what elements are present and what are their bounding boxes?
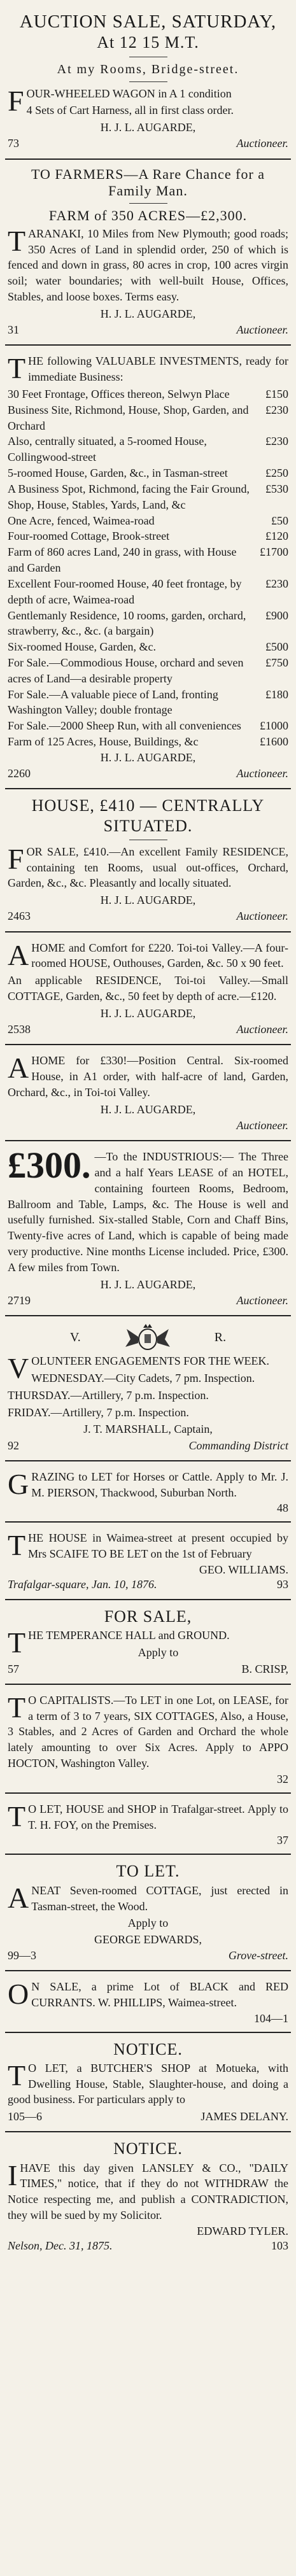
- investment-description: A Business Spot, Richmond, facing the Fair Ground, Shop, House, Stables, Yards, Land, &c: [8, 482, 250, 511]
- ad-number: 32: [277, 1772, 288, 1785]
- investment-item: [8, 655, 288, 687]
- investment-price: £250: [265, 467, 288, 480]
- auctioneer-role: Auctioneer.: [236, 137, 288, 150]
- investment-description: Four-roomed Cottage, Brook-street: [8, 530, 170, 543]
- ad-body: TO LET, a BUTCHER'S SHOP at Motueka, with Dwelling House, Stable, Slaughter-house, and doing a good business. For particulars apply to: [8, 2059, 288, 2106]
- house-shop-ad: [5, 1794, 291, 1855]
- contact-name: B. CRISP,: [241, 1662, 288, 1675]
- investment-description: Gentlemanly Residence, 10 rooms, garden, orchard, strawberry, &c., &c. (a bargain): [8, 609, 246, 638]
- ad-heading: TO LET.: [116, 1862, 180, 1881]
- home-comfort-ad: [5, 933, 291, 1046]
- home-330-ad: [5, 1045, 291, 1141]
- auctioneer-name: H. J. L. AUGARDE,: [100, 1006, 196, 1020]
- investment-description: Farm of 125 Acres, House, Buildings, &c: [8, 735, 199, 749]
- auctioneer-role: Auctioneer.: [236, 767, 288, 780]
- investment-price: £230: [265, 435, 288, 448]
- auctioneer-name: H. J. L. AUGARDE,: [100, 750, 196, 764]
- auctioneer-role: Auctioneer.: [236, 910, 288, 923]
- investment-description: Farm of 860 acres Land, 240 in grass, with House and Garden: [8, 545, 237, 575]
- auctioneer-role: Auctioneer.: [236, 1118, 288, 1132]
- ad-body: GRAZING to LET for Horses or Cattle. Apply to Mr. J. M. PIERSON, Thackwood, Suburban North.: [8, 1467, 288, 1500]
- contact-address: Grove-street.: [228, 1948, 288, 1962]
- auctioneer-name: H. J. L. AUGARDE,: [100, 121, 196, 134]
- ad-body: THE HOUSE in Waimea-street at present occupied by Mrs SCAIFE TO BE LET on the 1st of February: [8, 1529, 288, 1562]
- ad-location: At my Rooms, Bridge-street.: [57, 62, 239, 76]
- temperance-hall-ad: [5, 1600, 291, 1684]
- ad-body: ON SALE, a prime Lot of BLACK and RED CURRANTS. W. PHILLIPS, Waimea-street.: [8, 1977, 288, 2010]
- investment-item: [8, 734, 288, 750]
- auctioneer-role: Auctioneer.: [236, 1293, 288, 1307]
- house-let-ad: [5, 1523, 291, 1600]
- investment-item: [8, 481, 288, 513]
- divider: [129, 81, 167, 82]
- ad-body: —To the INDUSTRIOUS:— The Three and a half Years LEASE of an HOTEL, containing fourteen Rooms, Bedroom, Ballroom and Table, Lamps, &c. The House is well and usefully furnished. Six-stalled Stable, Corn and Chaff Bins, Twenty-five acres of Land, which is capable of being made very productive. Nine months License included. Price, £300. A few miles from Town.: [8, 1150, 288, 1274]
- crest-right-letter: R.: [214, 1330, 227, 1344]
- auction-ad-wagon: [5, 5, 291, 160]
- signature-row: [8, 1293, 288, 1309]
- investment-item: [8, 544, 288, 576]
- investment-item: [8, 718, 288, 734]
- ad-body: An applicable RESIDENCE, Toi-toi Valley.—Small COTTAGE, Garden, &c., 50 feet by depth of acre.—£120.: [8, 974, 288, 1003]
- auctioneer-name: H. J. L. AUGARDE,: [100, 894, 196, 907]
- divider: [129, 203, 167, 204]
- ad-heading: HOUSE, £410 — CENTRALLY: [31, 796, 265, 815]
- ad-number: 37: [277, 1834, 288, 1847]
- investment-item: [8, 386, 288, 402]
- ad-subheading: At 12 15 M.T.: [97, 33, 199, 52]
- ad-heading: NOTICE.: [113, 2039, 183, 2059]
- farm-sale-ad: [5, 160, 291, 346]
- crest-left-letter: V.: [69, 1330, 81, 1344]
- ad-heading: TO FARMERS—A Rare Chance for a Family Man.: [31, 165, 265, 199]
- investment-price: £230: [265, 577, 288, 590]
- signature-row: [8, 1661, 288, 1677]
- signature-row: [8, 1948, 288, 1964]
- grazing-ad: [5, 1461, 291, 1523]
- signature-row: [8, 2238, 288, 2254]
- cottage-let-ad: [5, 1855, 291, 1971]
- auctioneer-name: H. J. L. AUGARDE,: [100, 1277, 196, 1291]
- investment-description: Business Site, Richmond, House, Shop, Garden, and Orchard: [8, 403, 249, 432]
- investment-description: For Sale.—2000 Sheep Run, with all conveniences: [8, 719, 241, 733]
- investment-price: £1700: [260, 545, 288, 559]
- investment-description: Also, centrally situated, a 5-roomed House, Collingwood-street: [8, 435, 207, 464]
- ad-number: 2538: [8, 1023, 31, 1036]
- signature-row: [8, 1022, 288, 1038]
- ad-footer: Nelson, Dec. 31, 1875.: [8, 2239, 113, 2252]
- investment-price: £120: [265, 530, 288, 543]
- ad-heading: NOTICE.: [113, 2139, 183, 2158]
- royal-crest-icon: [119, 1323, 176, 1352]
- investment-description: Six-roomed House, Garden, &c.: [8, 640, 156, 654]
- investment-item: [8, 513, 288, 529]
- investment-item: [8, 528, 288, 544]
- signature-row: [8, 908, 288, 924]
- owner-name: GEO. WILLIAMS.: [199, 1563, 288, 1577]
- auctioneer-role: Auctioneer.: [236, 323, 288, 337]
- investment-description: For Sale.—Commodious House, orchard and seven acres of Land—a desirable property: [8, 656, 244, 685]
- investment-item: [8, 433, 288, 465]
- ad-footer: Trafalgar-square, Jan. 10, 1876.: [8, 1578, 157, 1591]
- investment-description: One Acre, fenced, Waimea-road: [8, 514, 155, 527]
- officer-role: Commanding District: [188, 1439, 288, 1452]
- ad-heading: VOLUNTEER ENGAGEMENTS FOR THE WEEK.: [8, 1352, 270, 1385]
- investment-price: £750: [265, 656, 288, 669]
- ad-number: 2719: [8, 1293, 31, 1307]
- tyler-notice-ad: [5, 2132, 291, 2260]
- investments-ad: [5, 346, 291, 789]
- hotel-lease-ad: [5, 1141, 291, 1316]
- ad-body: THE TEMPERANCE HALL and GROUND.: [8, 1626, 230, 1659]
- house-sale-ad: [5, 789, 291, 932]
- investment-item: [8, 608, 288, 640]
- investment-item: [8, 402, 288, 434]
- ad-body: ANEAT Seven-roomed COTTAGE, just erected in Tasman-street, the Wood.: [8, 1881, 288, 1914]
- investment-description: For Sale.—A valuable piece of Land, fronting Washington Valley; double frontage: [8, 687, 218, 717]
- signature-row: [8, 136, 288, 151]
- ad-number: 2260: [8, 767, 31, 780]
- ad-body: TARANAKI, 10 Miles from New Plymouth; good roads; 350 Acres of Land in splendid order, 250 of which is fenced and down in grass, 80 acres in crop, 100 acres virgin soil; water boundaries; with well-built House, Offices, Stables, and loose boxes. Terms easy.: [8, 224, 288, 304]
- ad-number: 93: [277, 1578, 288, 1591]
- investment-price: £180: [265, 687, 288, 701]
- schedule-line: WEDNESDAY.—City Cadets, 7 pm. Inspection.: [31, 1371, 255, 1384]
- investment-item: [8, 687, 288, 719]
- ad-number: 73: [8, 137, 19, 150]
- investment-price: £150: [265, 387, 288, 400]
- auctioneer-name: H. J. L. AUGARDE,: [100, 1102, 196, 1116]
- signature-row: [8, 1577, 288, 1593]
- ad-heading: FOR SALE,: [104, 1607, 192, 1626]
- investment-price: £900: [265, 609, 288, 622]
- newspaper-column: [5, 0, 291, 2260]
- investment-price: £530: [265, 482, 288, 495]
- apply-line: Apply to: [127, 1917, 169, 1930]
- ad-subheading: SITUATED.: [103, 816, 193, 835]
- signature-row: [8, 1438, 288, 1454]
- ad-number: 2463: [8, 910, 31, 923]
- investment-list: [8, 386, 288, 750]
- ad-body: TO CAPITALISTS.—To LET in one Lot, on LEASE, for a term of 3 to 7 years, SIX COTTAGES, Also, a House, 3 Stables, and 2 Acres of Garden and Orchard the whole lately amounting to over Six Acres. Apply to APPO HOCTON, Washington Valley.: [8, 1691, 288, 1770]
- investment-price: £230: [265, 403, 288, 416]
- butcher-notice-ad: [5, 2033, 291, 2133]
- ad-number: 99—3: [8, 1948, 36, 1962]
- capitalists-ad: [5, 1685, 291, 1794]
- ad-number: 104—1: [254, 2011, 288, 2025]
- ad-number: 105—6: [8, 2110, 42, 2123]
- ad-intro: THE following VALUABLE INVESTMENTS, ready for immediate Business:: [8, 352, 288, 385]
- schedule-line: FRIDAY.—Artillery, 7 p.m. Inspection.: [8, 1405, 189, 1419]
- apply-line: Apply to: [137, 1646, 179, 1659]
- investment-price: £500: [265, 640, 288, 654]
- investment-description: 30 Feet Frontage, Offices thereon, Selwyn Place: [8, 387, 230, 400]
- signature-row: [8, 2109, 288, 2125]
- signature-row: [8, 322, 288, 338]
- signer-name: EDWARD TYLER.: [197, 2224, 288, 2237]
- ad-body: AHOME for £330!—Position Central. Six-roomed House, in A1 order, with half-acre of land, Garden, Orchard, &c., in Toi-toi Valley.: [8, 1052, 288, 1099]
- investment-item: [8, 639, 288, 655]
- ad-heading: AUCTION SALE, SATURDAY,: [19, 11, 277, 32]
- ad-body: FOUR-WHEELED WAGON in A 1 condition: [8, 84, 232, 117]
- ad-number: 57: [8, 1662, 19, 1675]
- investment-item: [8, 465, 288, 481]
- auctioneer-name: H. J. L. AUGARDE,: [100, 307, 196, 320]
- crest-row: [8, 1323, 288, 1352]
- ad-number: 48: [277, 1502, 288, 1515]
- ad-body: 4 Sets of Cart Harness, all in first class order.: [26, 104, 234, 117]
- contact-name: JAMES DELANY.: [201, 2110, 288, 2123]
- investment-description: Excellent Four-roomed House, 40 feet frontage, by depth of acre, Waimea-road: [8, 577, 242, 606]
- schedule-line: THURSDAY.—Artillery, 7 p.m. Inspection.: [8, 1388, 209, 1402]
- ad-subheading: FARM of 350 ACRES—£2,300.: [48, 208, 248, 224]
- ad-body: IHAVE this day given LANSLEY & CO., "DAILY TIMES," notice, that if they do not WITHDRAW the Notice respecting me, and publish a CONTRADICTION, they will be sued by my Solicitor.: [8, 2158, 288, 2222]
- signature-row: [8, 766, 288, 782]
- ad-number: 31: [8, 323, 19, 337]
- currants-ad: [5, 1971, 291, 2033]
- investment-price: £1600: [260, 735, 288, 749]
- investment-item: [8, 576, 288, 608]
- investment-price: £50: [271, 514, 288, 527]
- ad-number: 103: [271, 2239, 288, 2252]
- ad-body: AHOME and Comfort for £220. Toi-toi Valley.—A four-roomed HOUSE, Outhouses, Garden, &c. 50 x 90 feet.: [8, 938, 288, 971]
- investment-price: £1000: [260, 719, 288, 733]
- contact-name: GEORGE EDWARDS,: [94, 1932, 202, 1946]
- auctioneer-role: Auctioneer.: [236, 1023, 288, 1036]
- volunteer-ad: [5, 1316, 291, 1461]
- ad-body: TO LET, HOUSE and SHOP in Trafalgar-street. Apply to T. H. FOY, on the Premises.: [8, 1799, 288, 1833]
- ad-body: FOR SALE, £410.—An excellent Family RESIDENCE, containing ten Rooms, usual out-offices, Orchard, Garden, &c., &c. Pleasantly and locally situated.: [8, 842, 288, 890]
- ad-number: 92: [8, 1439, 19, 1452]
- investment-description: 5-roomed House, Garden, &c., in Tasman-street: [8, 467, 228, 480]
- officer-name: J. T. MARSHALL, Captain,: [83, 1423, 213, 1436]
- price-headline: £300.: [8, 1144, 91, 1186]
